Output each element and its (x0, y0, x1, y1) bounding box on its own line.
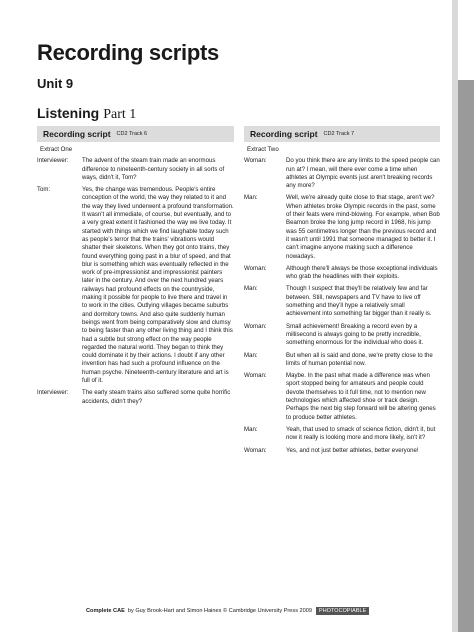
script-title: Recording script (43, 128, 111, 139)
photocopiable-badge: PHOTOCOPIABLE (316, 607, 369, 615)
utterance-text: Yes, and not just better athletes, better everyone! (286, 446, 419, 454)
dialogue-turn (37, 157, 234, 182)
script-column-left (37, 126, 234, 410)
utterance-text: Though I suspect that they'll be relatively few and far between. Still, newspapers and TV have to live off something and they'll hype a relatively small achievement into something far bigger than it really is. (286, 285, 432, 318)
dialogue-turn (244, 285, 440, 318)
speaker-label: Man: (244, 351, 258, 359)
speaker-label: Interviewer: (37, 157, 69, 165)
dialogue-turn (244, 265, 440, 282)
speaker-label: Man: (244, 425, 258, 433)
track-label: CD2 Track 7 (323, 130, 355, 137)
script-column-right (244, 126, 440, 459)
speaker-label: Woman: (244, 322, 267, 330)
speaker-label: Tom: (37, 186, 51, 194)
section-label: Listening (37, 105, 100, 121)
extract-label: Extract Two (247, 146, 279, 153)
utterance-text: The early steam trains also suffered some quite horrific accidents, didn't they? (82, 389, 231, 405)
utterance-text: Small achievement! Breaking a record even by a millisecond is always going to be pretty incredible, something enormous for the individual who does it. (286, 322, 424, 347)
speaker-label: Interviewer: (37, 389, 69, 397)
dialogue-turn (244, 323, 440, 348)
dialogue-turn (244, 352, 440, 369)
section-part: Part 1 (103, 107, 137, 122)
utterance-text: Maybe. In the past what made a difference was when sport stopped being for amateurs and people could devote themselves to it full time, not to mention new technologies which affected shoe or track design. Perhaps the next big step forward will be altering genes to produce better athletes. (286, 372, 436, 421)
utterance-text: Do you think there are any limits to the speed people can run at? I mean, will there ever come a time when athletes at Olympic events just aren't breaking records any more? (286, 157, 440, 190)
dialogue-turn (37, 186, 234, 385)
track-label: CD2 Track 6 (116, 130, 148, 137)
utterance-text: Yes, the change was tremendous. People's entire conception of the world, the way they related to it and the way they lived underwent a profound transformation. It wasn't all immediate, of course, but eventually, and to a very great extent it fashioned the way we live today. It started with things which we find laughable today such as people's terror that the trains' vibrations would shatter their skeletons. When they got onto trains, they found everything going past in a blur of speed, and that blur is something which was eventually reflected in the work of pre-impressionist and impressionist painters later in the century. And over the next hundred years railways had profound effects on the countryside, making it possible for people to live there and travel in to work in the cities. Outlying villages became suburbs and dormitory towns. And also quite suddenly human beings went from being comparatively slow and clumsy to being faster than any other living thing and I think this had a subtle but strong effect on the way people regarded the natural world. They began to think they could dominate it by their actions. I doubt if any other invention has had such a profound influence on the human psyche. Nineteenth-century literature and art is full of it. (82, 186, 234, 385)
copyright-credit: by Guy Brook-Hart and Simon Haines © Cambridge University Press 2009 (127, 608, 312, 614)
script-header (244, 126, 440, 142)
dialogue-turn (37, 389, 234, 406)
dialogue-turn (244, 157, 440, 190)
extract-label: Extract One (40, 146, 73, 153)
dialogue-turn (244, 372, 440, 422)
utterance-text: Although there'll always be those exceptional individuals who grab the headlines with their exploits. (286, 264, 438, 281)
utterance-text: But when all is said and done, we're pretty close to the limits of human potential now. (286, 351, 433, 367)
script-title: Recording script (250, 128, 318, 139)
script-header (37, 126, 234, 142)
page-edge-bar (452, 0, 474, 632)
speaker-label: Man: (244, 194, 258, 202)
section-heading (37, 105, 136, 123)
dialogue-turn (244, 194, 440, 260)
unit-label: Unit 9 (37, 76, 74, 91)
dialogue-turn (244, 447, 440, 455)
page-title: Recording scripts (37, 40, 219, 65)
page-footer (86, 606, 466, 616)
speaker-label: Woman: (244, 264, 267, 272)
utterance-text: Yeah, that used to smack of science fiction, didn't it, but now it really is looking more and more likely, isn't it? (286, 425, 436, 442)
speaker-label: Man: (244, 285, 258, 293)
speaker-label: Woman: (244, 157, 267, 165)
speaker-label: Woman: (244, 372, 267, 380)
utterance-text: Well, we're already quite close to that stage, aren't we? When athletes broke Olympic records in the past, some of their feats were mind-blowing. For example, when Bob Beamon broke the long jump record in 1968, his jump was 55 centimetres longer than the previous record and it wasn't until 1991 that someone managed to better it. I can't imagine anyone making such a difference nowadays. (286, 194, 440, 260)
speaker-label: Woman: (244, 446, 267, 454)
dialogue-turn (244, 426, 440, 443)
utterance-text: The advent of the steam train made an enormous difference to nineteenth-century society in all sorts of ways, didn't it, Tom? (82, 157, 225, 181)
book-title: Complete CAE (86, 608, 125, 614)
